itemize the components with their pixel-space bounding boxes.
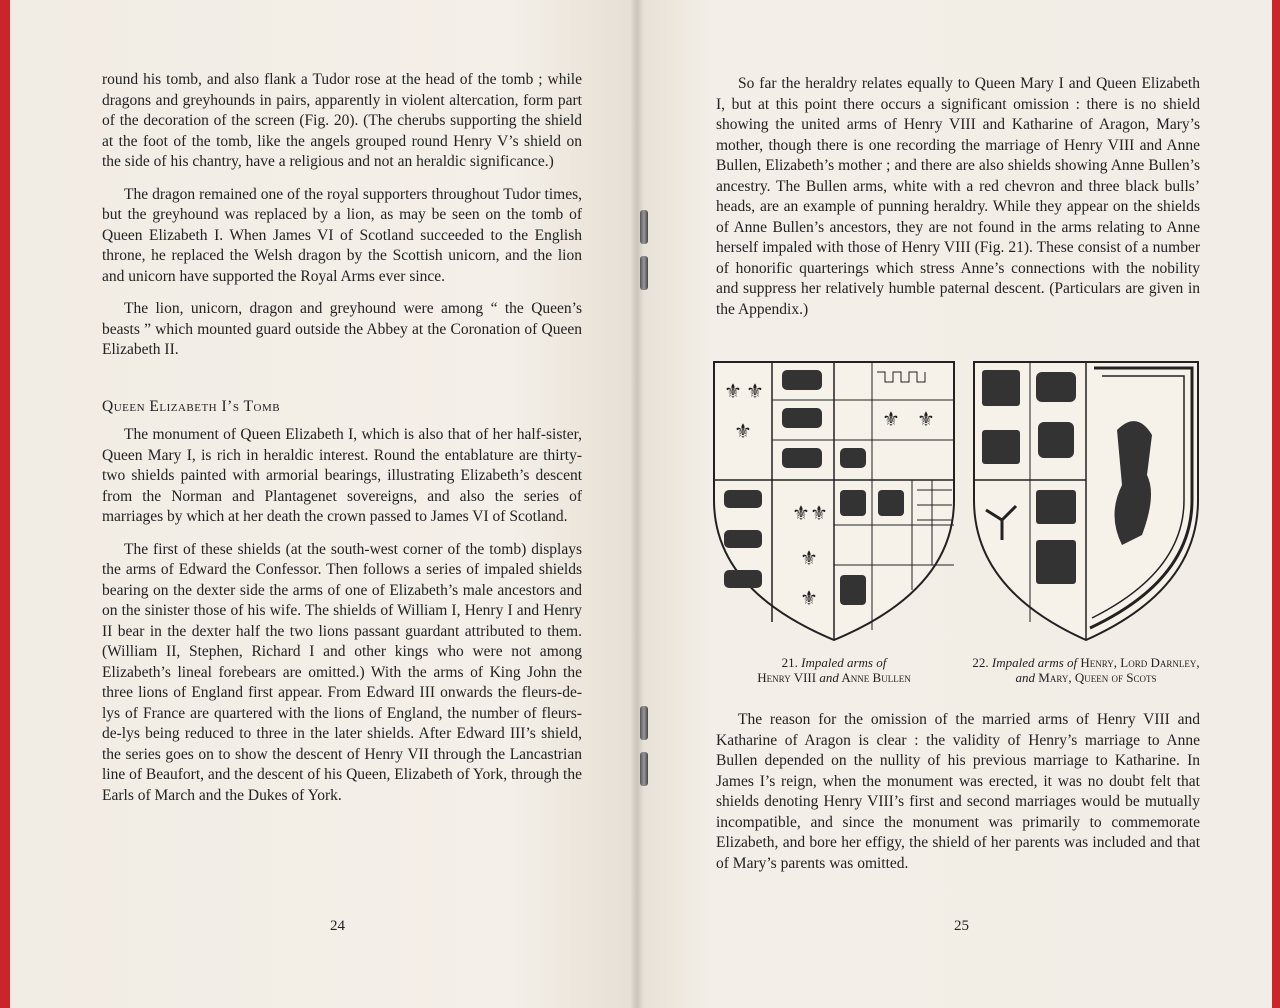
- caption-number: 22.: [972, 655, 989, 670]
- right-page: [636, 0, 1272, 1008]
- figures: [706, 360, 1206, 700]
- staple-icon: [640, 706, 648, 740]
- right-page-text-lower: [716, 710, 1200, 886]
- figure-22-caption: [972, 655, 1200, 685]
- paragraph: round his tomb, and also flank a Tudor rose at the head of the tomb ; while dragons and greyhounds in pairs, apparently in violent altercation, form part of the decoration of the screen (Fig. 20). (The cherubs supporting the shield at the foot of the tomb, like the angels grouped round Henry V’s shield on the side of his chantry, have a religious and not an heraldic significance.): [102, 71, 582, 170]
- gutter-shadow: [630, 0, 644, 1008]
- page-number: 25: [954, 918, 969, 934]
- caption-and: and: [1015, 670, 1036, 685]
- svg-text:⚜: ⚜: [810, 501, 828, 525]
- paragraph: The dragon remained one of the royal supporters throughout Tudor times, but the greyhound was replaced by a lion, as may be seen on the tomb of Queen Elizabeth I. When James VI of Scotland succeeded to the English throne, he replaced the Welsh dragon by the Scottish unicorn, and the lion and unicorn have supported the Royal Arms ever since.: [102, 185, 582, 285]
- staple-icon: [640, 256, 648, 290]
- caption-title: Impaled arms of: [991, 655, 1078, 670]
- caption-number: 21.: [781, 655, 798, 670]
- paragraph: So far the heraldry relates equally to Queen Mary I and Queen Elizabeth I, but at this point there occurs a significant omission : there is no shield showing the united arms of Henry VIII and Katharine of Aragon, Mary’s mother, though there is one recording the marriage of Henry VIII and Anne Bullen, Elizabeth’s mother ; and there are also shields showing Anne Bullen’s ancestry. The Bullen arms, white with a red chevron and three black bulls’ heads, are an example of punning heraldry. While they appear on the shields of Anne Bullen’s ancestors, they are not found in the arms relating to Anne herself impaled with those of Henry VIII (Fig. 21). These consist of a number of honorific quarterings which stress Anne’s connections with the nobility and suppress her relatively humble paternal descent. (Particulars are given in the Appendix.): [716, 75, 1200, 318]
- caption-and: and: [819, 670, 839, 685]
- shield-henry-viii-anne-bullen-icon: [712, 360, 956, 642]
- section-heading: Queen Elizabeth I’s Tomb: [102, 397, 281, 415]
- left-page-text: [102, 70, 582, 818]
- svg-text:⚜: ⚜: [724, 379, 742, 403]
- paragraph: The first of these shields (at the south-west corner of the tomb) displays the arms of Edward the Confessor. Then follows a series of impaled shields bearing on the dexter side the arms of one of Elizabeth’s male ancestors and on the sinister those of his wife. The shields of William I, Henry I and Henry II bear in the dexter half the two lions passant guardant attributed to them. (William II, Stephen, Richard I and other kings who were not among Elizabeth’s lineal forebears are omitted.) With the arms of King John the three lions of England first appear. From Edward III onwards the fleurs-de-lys of France are quartered with the lions of England, the number of fleurs-de-lys being reduced to three in the later shields. After Edward III’s shield, the series goes on to show the descent of Henry VII through the Lancastrian line of Beaufort, and the descent of his Queen, Elizabeth of York, through the Earls of March and the Dukes of York.: [102, 540, 582, 804]
- svg-text:⚜: ⚜: [792, 501, 810, 525]
- page-number: 24: [330, 918, 345, 934]
- svg-text:⚜: ⚜: [917, 407, 935, 431]
- paragraph: The monument of Queen Elizabeth I, which is also that of her half-sister, Queen Mary I, is rich in heraldic interest. Round the entablature are thirty-two shields painted with armorial bearings, illustrating Elizabeth’s descent from the Norman and Plantagenet sovereigns, and also the series of marriages by which at her death the crown passed to James VI of Scotland.: [102, 426, 582, 525]
- svg-text:⚜: ⚜: [882, 407, 900, 431]
- caption-title: Impaled arms of: [801, 655, 887, 670]
- svg-text:⚜: ⚜: [800, 586, 818, 610]
- shield-darnley-mary-queen-of-scots-icon: [972, 360, 1200, 642]
- staple-icon: [640, 752, 648, 786]
- svg-text:⚜: ⚜: [734, 419, 752, 443]
- svg-text:⚜: ⚜: [746, 379, 764, 403]
- paragraph: The reason for the omission of the married arms of Henry VIII and Katharine of Aragon is clear : the validity of Henry’s marriage to Anne Bullen depended on the nullity of his previous marriage to Katharine. In James I’s reign, when the monument was erected, it was no doubt felt that shields denoting Henry VIII’s first and second marriages would be mutually incompatible, and since the monument was primarily to commemorate Elizabeth, and bore her effigy, the shield of her parents was included and that of Mary’s parents was omitted.: [716, 711, 1200, 872]
- caption-names: Henry VIII: [757, 670, 817, 685]
- right-page-text: [716, 74, 1200, 332]
- caption-names: Henry, Lord Darnley,: [1080, 655, 1200, 670]
- book-spread: [10, 0, 1272, 1008]
- staple-icon: [640, 210, 648, 244]
- caption-names-2: Mary, Queen of Scots: [1038, 670, 1157, 685]
- paragraph: The lion, unicorn, dragon and greyhound were among “ the Queen’s beasts ” which mounted guard outside the Abbey at the Coronation of Queen Elizabeth II.: [102, 300, 582, 358]
- figure-22: [972, 360, 1200, 685]
- figure-21: [712, 360, 956, 685]
- figure-21-caption: [712, 655, 956, 685]
- left-page: [10, 0, 636, 1008]
- caption-names-2: Anne Bullen: [841, 670, 911, 685]
- svg-text:⚜: ⚜: [800, 546, 818, 570]
